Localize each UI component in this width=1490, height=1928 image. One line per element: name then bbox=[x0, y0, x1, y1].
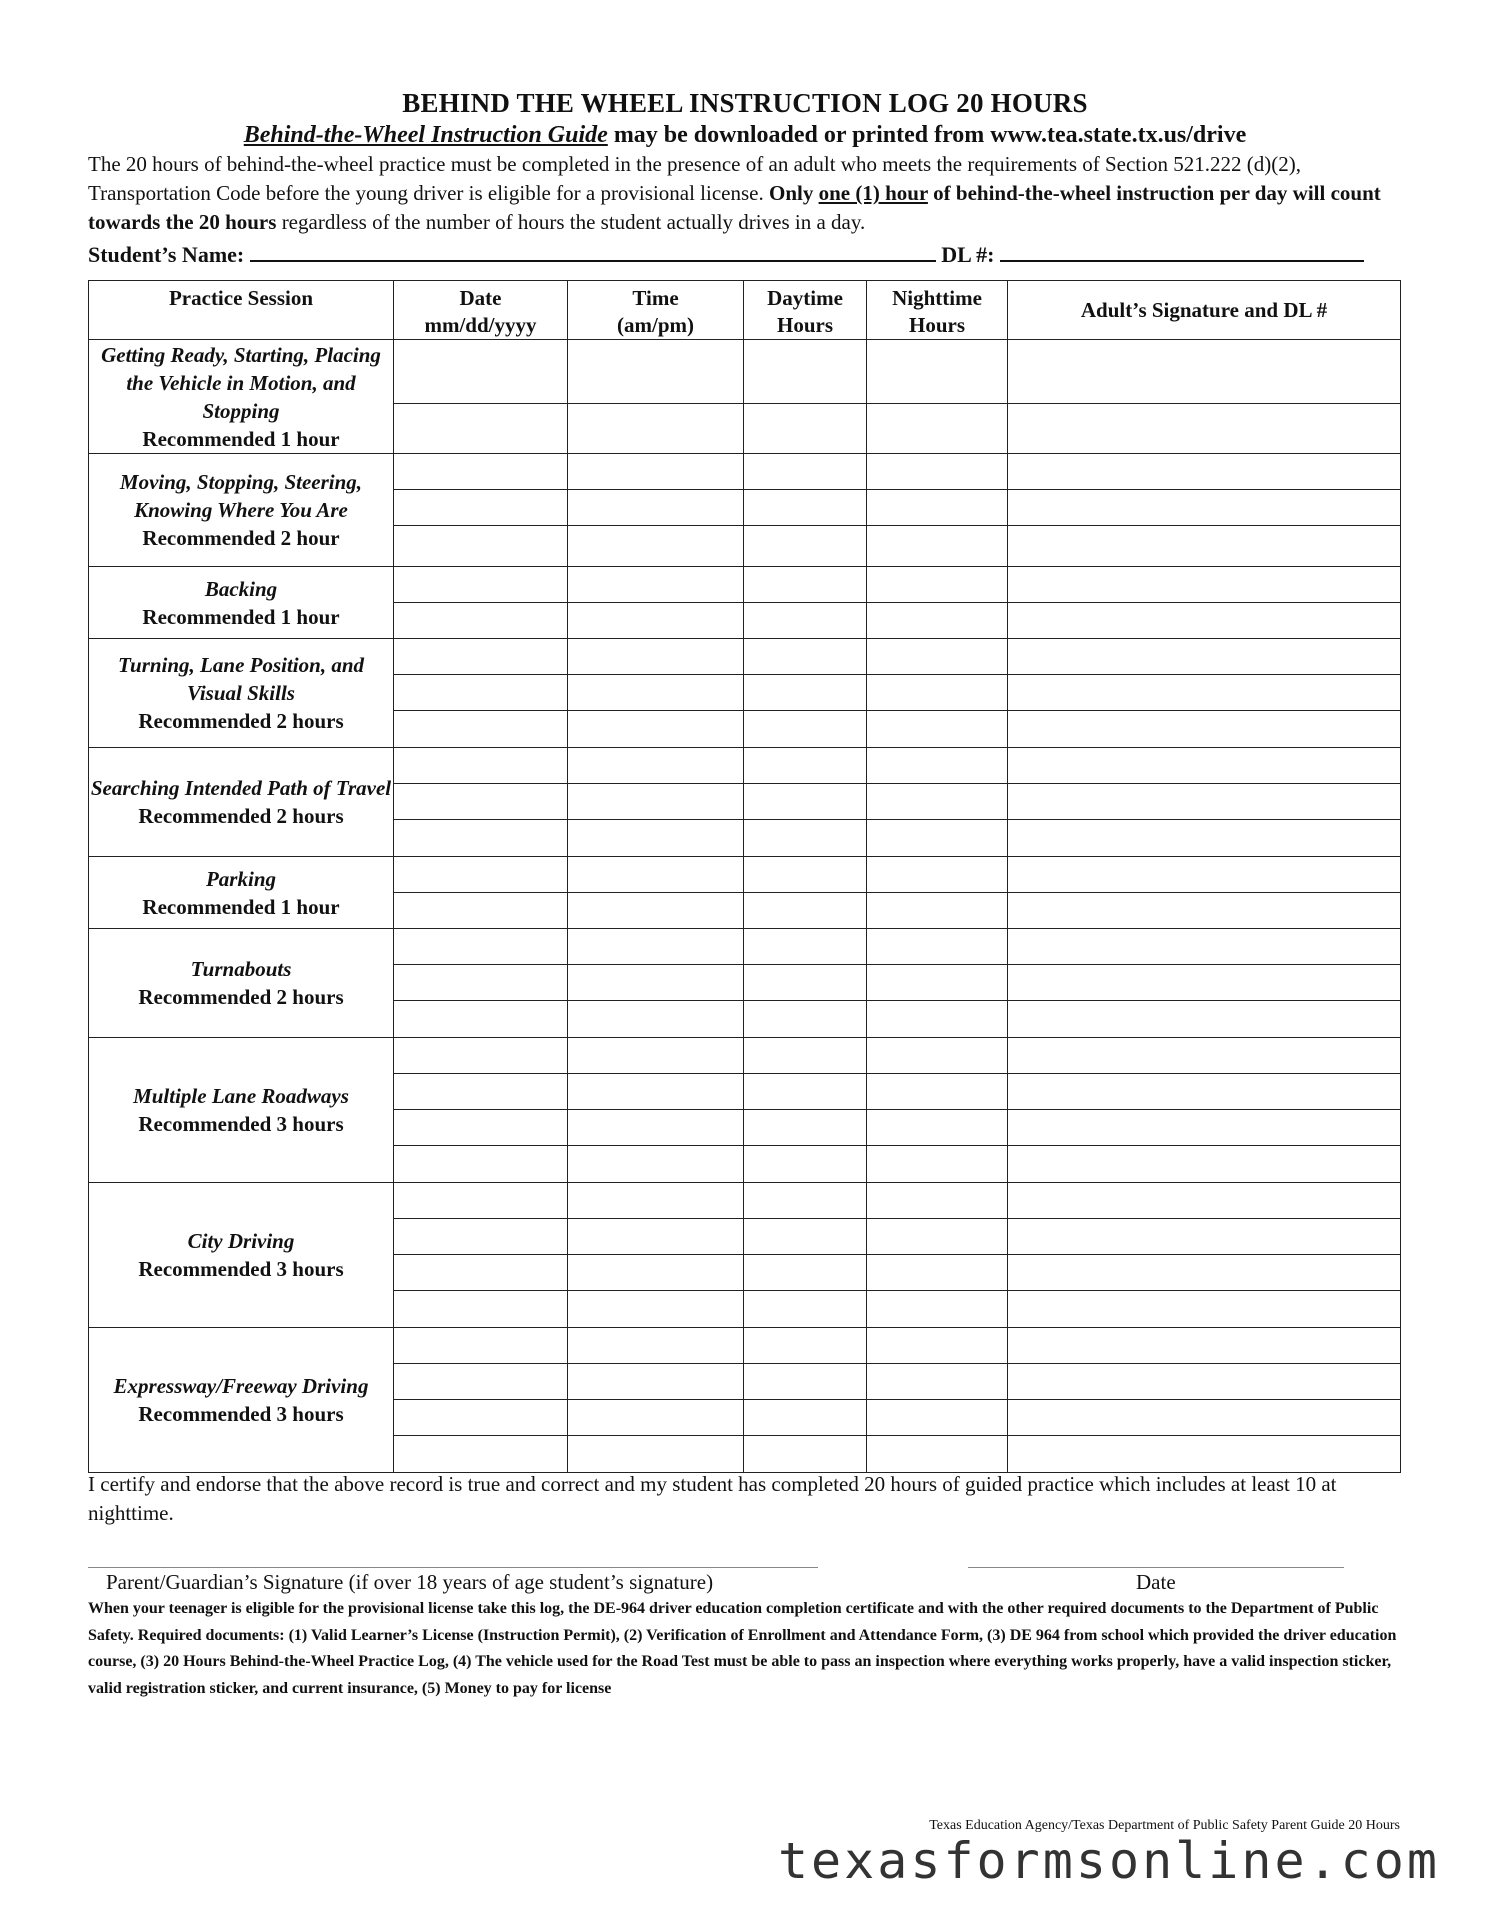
nighttime-hours-cell[interactable] bbox=[867, 1074, 1008, 1110]
nighttime-hours-cell[interactable] bbox=[867, 340, 1008, 404]
date-cell[interactable] bbox=[394, 1436, 568, 1473]
session-name: Searching Intended Path of Travel bbox=[90, 776, 392, 800]
session-name: City Driving bbox=[187, 1229, 295, 1253]
nighttime-hours-cell[interactable] bbox=[867, 1255, 1008, 1291]
adult-signature-cell[interactable] bbox=[1008, 567, 1401, 603]
date-cell[interactable] bbox=[394, 567, 568, 603]
table-header-row bbox=[89, 281, 1401, 340]
daytime-hours-cell[interactable] bbox=[744, 567, 867, 603]
header-time: Time (am/pm) bbox=[568, 281, 744, 340]
adult-signature-cell[interactable] bbox=[1008, 893, 1401, 929]
adult-signature-cell[interactable] bbox=[1008, 675, 1401, 711]
daytime-hours-cell[interactable] bbox=[744, 929, 867, 965]
nighttime-hours-cell[interactable] bbox=[867, 929, 1008, 965]
daytime-hours-cell[interactable] bbox=[744, 490, 867, 526]
practice-session-cell bbox=[89, 1183, 394, 1328]
time-cell[interactable] bbox=[568, 820, 744, 857]
adult-signature-cell[interactable] bbox=[1008, 639, 1401, 675]
session-recommended-hours: Recommended 2 hours bbox=[138, 709, 344, 733]
dl-label: DL #: bbox=[941, 242, 995, 267]
adult-signature-cell[interactable] bbox=[1008, 490, 1401, 526]
time-cell[interactable] bbox=[568, 929, 744, 965]
adult-signature-cell[interactable] bbox=[1008, 929, 1401, 965]
time-cell[interactable] bbox=[568, 454, 744, 490]
nighttime-hours-cell[interactable] bbox=[867, 675, 1008, 711]
time-cell[interactable] bbox=[568, 1110, 744, 1146]
daytime-hours-cell[interactable] bbox=[744, 711, 867, 748]
parent-signature-line[interactable] bbox=[88, 1567, 818, 1568]
daytime-hours-cell[interactable] bbox=[744, 784, 867, 820]
daytime-hours-cell[interactable] bbox=[744, 1074, 867, 1110]
adult-signature-cell[interactable] bbox=[1008, 526, 1401, 567]
nighttime-hours-cell[interactable] bbox=[867, 1400, 1008, 1436]
adult-signature-cell[interactable] bbox=[1008, 820, 1401, 857]
date-cell[interactable] bbox=[394, 603, 568, 639]
session-name: Multiple Lane Roadways bbox=[133, 1084, 349, 1108]
daytime-hours-cell[interactable] bbox=[744, 639, 867, 675]
time-cell[interactable] bbox=[568, 1219, 744, 1255]
adult-signature-cell[interactable] bbox=[1008, 1328, 1401, 1364]
adult-signature-cell[interactable] bbox=[1008, 454, 1401, 490]
time-cell[interactable] bbox=[568, 784, 744, 820]
daytime-hours-cell[interactable] bbox=[744, 404, 867, 454]
session-name: Getting Ready, Starting, Placing the Vehicle in Motion, and Stopping bbox=[101, 342, 381, 423]
table-row bbox=[89, 1328, 1401, 1364]
adult-signature-cell[interactable] bbox=[1008, 1110, 1401, 1146]
table-row bbox=[89, 1038, 1401, 1074]
time-cell[interactable] bbox=[568, 1038, 744, 1074]
date-cell[interactable] bbox=[394, 1001, 568, 1038]
time-cell[interactable] bbox=[568, 1291, 744, 1328]
intro-text: The 20 hours of behind-the-wheel practice must be completed in the presence of an adult who meets the requirements of Section 521.222 (d)(2), Transportation Code before the young driver is eligible for a provisional license. bbox=[88, 152, 1301, 205]
daytime-hours-cell[interactable] bbox=[744, 1328, 867, 1364]
table-row bbox=[89, 1183, 1401, 1219]
practice-session-cell bbox=[89, 857, 394, 929]
time-cell[interactable] bbox=[568, 1146, 744, 1183]
nighttime-hours-cell[interactable] bbox=[867, 1364, 1008, 1400]
date-cell[interactable] bbox=[394, 1400, 568, 1436]
nighttime-hours-cell[interactable] bbox=[867, 639, 1008, 675]
date-cell[interactable] bbox=[394, 1364, 568, 1400]
date-cell[interactable] bbox=[394, 820, 568, 857]
nighttime-hours-cell[interactable] bbox=[867, 1110, 1008, 1146]
nighttime-hours-cell[interactable] bbox=[867, 603, 1008, 639]
adult-signature-cell[interactable] bbox=[1008, 857, 1401, 893]
practice-session-cell bbox=[89, 340, 394, 454]
nighttime-hours-cell[interactable] bbox=[867, 1038, 1008, 1074]
date-cell[interactable] bbox=[394, 490, 568, 526]
form-subtitle bbox=[0, 122, 1490, 149]
time-cell[interactable] bbox=[568, 748, 744, 784]
daytime-hours-cell[interactable] bbox=[744, 1255, 867, 1291]
table-row bbox=[89, 748, 1401, 784]
nighttime-hours-cell[interactable] bbox=[867, 526, 1008, 567]
time-cell[interactable] bbox=[568, 603, 744, 639]
intro-one-hour: one (1) hour bbox=[818, 181, 928, 205]
form-title: BEHIND THE WHEEL INSTRUCTION LOG 20 HOURS bbox=[402, 88, 1088, 118]
daytime-hours-cell[interactable] bbox=[744, 1183, 867, 1219]
nighttime-hours-cell[interactable] bbox=[867, 820, 1008, 857]
time-cell[interactable] bbox=[568, 675, 744, 711]
adult-signature-cell[interactable] bbox=[1008, 1146, 1401, 1183]
adult-signature-cell[interactable] bbox=[1008, 748, 1401, 784]
session-recommended-hours: Recommended 2 hours bbox=[138, 985, 344, 1009]
intro-bold-rule: of behind-the-wheel instruction per day will count towards the 20 hours bbox=[88, 181, 1381, 234]
time-cell[interactable] bbox=[568, 639, 744, 675]
nighttime-hours-cell[interactable] bbox=[867, 748, 1008, 784]
student-info-row bbox=[88, 240, 1364, 268]
time-cell[interactable] bbox=[568, 526, 744, 567]
session-name: Turning, Lane Position, and Visual Skills bbox=[117, 653, 365, 705]
date-cell[interactable] bbox=[394, 748, 568, 784]
time-cell[interactable] bbox=[568, 857, 744, 893]
session-name: Backing bbox=[204, 576, 278, 601]
time-cell[interactable] bbox=[568, 1400, 744, 1436]
session-recommended-hours: Recommended 1 hour bbox=[142, 604, 340, 629]
adult-signature-cell[interactable] bbox=[1008, 965, 1401, 1001]
session-recommended-hours: Recommended 3 hours bbox=[138, 1257, 344, 1281]
intro-text-end: regardless of the number of hours the student actually drives in a day. bbox=[276, 210, 866, 234]
nighttime-hours-cell[interactable] bbox=[867, 1436, 1008, 1473]
daytime-hours-cell[interactable] bbox=[744, 893, 867, 929]
time-cell[interactable] bbox=[568, 490, 744, 526]
daytime-hours-cell[interactable] bbox=[744, 1219, 867, 1255]
daytime-hours-cell[interactable] bbox=[744, 1364, 867, 1400]
parent-signature-label: Parent/Guardian’s Signature (if over 18 years of age student’s signature) bbox=[106, 1570, 714, 1594]
daytime-hours-cell[interactable] bbox=[744, 965, 867, 1001]
time-cell[interactable] bbox=[568, 567, 744, 603]
practice-session-cell bbox=[89, 454, 394, 567]
nighttime-hours-cell[interactable] bbox=[867, 490, 1008, 526]
daytime-hours-cell[interactable] bbox=[744, 603, 867, 639]
header-practice-session: Practice Session bbox=[89, 281, 394, 340]
date-cell[interactable] bbox=[394, 404, 568, 454]
date-cell[interactable] bbox=[394, 454, 568, 490]
nighttime-hours-cell[interactable] bbox=[867, 893, 1008, 929]
adult-signature-cell[interactable] bbox=[1008, 1183, 1401, 1219]
header-daytime-hours: Daytime Hours bbox=[744, 281, 867, 340]
time-cell[interactable] bbox=[568, 1074, 744, 1110]
session-name: Moving, Stopping, Steering, Knowing Where You Are bbox=[119, 470, 363, 522]
daytime-hours-cell[interactable] bbox=[744, 748, 867, 784]
required-documents-note: When your teenager is eligible for the provisional license take this log, the DE-964 driver education completion certificate and with the other required documents to the Department of Public Safety. Required documents: (1) Valid Learner’s License (Instruction Permit), (2) Verification of Enrollment and Attendance Form, (3) DE 964 from school which provided the driver education course, (3) 20 Hours Behind-the-Wheel Practice Log, (4) The vehicle used for the Road Test must be able to pass an inspection where everything works properly, have a valid inspection sticker, valid registration sticker, and current insurance, (5) Money to pay for license bbox=[88, 1600, 1397, 1697]
daytime-hours-cell[interactable] bbox=[744, 454, 867, 490]
date-cell[interactable] bbox=[394, 784, 568, 820]
student-name-field[interactable] bbox=[250, 240, 936, 262]
date-label: Date bbox=[1136, 1570, 1176, 1594]
daytime-hours-cell[interactable] bbox=[744, 1291, 867, 1328]
nighttime-hours-cell[interactable] bbox=[867, 857, 1008, 893]
date-cell[interactable] bbox=[394, 639, 568, 675]
session-recommended-hours: Recommended 1 hour bbox=[142, 894, 340, 919]
session-recommended-hours: Recommended 3 hours bbox=[138, 1112, 344, 1136]
site-watermark: texasformsonline.com bbox=[777, 1832, 1440, 1890]
adult-signature-cell[interactable] bbox=[1008, 784, 1401, 820]
student-name-label: Student’s Name: bbox=[88, 242, 245, 267]
adult-signature-cell[interactable] bbox=[1008, 603, 1401, 639]
practice-log-table bbox=[88, 280, 1401, 1473]
session-name: Expressway/Freeway Driving bbox=[113, 1374, 369, 1398]
practice-session-cell bbox=[89, 748, 394, 857]
adult-signature-cell[interactable] bbox=[1008, 404, 1401, 454]
practice-session-cell bbox=[89, 639, 394, 748]
date-cell[interactable] bbox=[394, 893, 568, 929]
practice-session-cell bbox=[89, 929, 394, 1038]
practice-session-cell bbox=[89, 567, 394, 639]
guide-rest-text: may be downloaded or printed from www.tea.state.tx.us/drive bbox=[607, 122, 1247, 148]
daytime-hours-cell[interactable] bbox=[744, 1038, 867, 1074]
nighttime-hours-cell[interactable] bbox=[867, 404, 1008, 454]
daytime-hours-cell[interactable] bbox=[744, 820, 867, 857]
adult-signature-cell[interactable] bbox=[1008, 1291, 1401, 1328]
practice-session-cell bbox=[89, 1328, 394, 1473]
certification-statement: I certify and endorse that the above record is true and correct and my student has completed 20 hours of guided practice which includes at least 10 at nighttime. bbox=[88, 1472, 1337, 1525]
daytime-hours-cell[interactable] bbox=[744, 1146, 867, 1183]
header-date: Date mm/dd/yyyy bbox=[394, 281, 568, 340]
daytime-hours-cell[interactable] bbox=[744, 1001, 867, 1038]
daytime-hours-cell[interactable] bbox=[744, 857, 867, 893]
adult-signature-cell[interactable] bbox=[1008, 1436, 1401, 1473]
session-recommended-hours: Recommended 1 hour bbox=[142, 426, 340, 451]
date-cell[interactable] bbox=[394, 1074, 568, 1110]
nighttime-hours-cell[interactable] bbox=[867, 1001, 1008, 1038]
date-cell[interactable] bbox=[394, 1110, 568, 1146]
date-cell[interactable] bbox=[394, 1183, 568, 1219]
date-cell[interactable] bbox=[394, 675, 568, 711]
table-row bbox=[89, 454, 1401, 490]
nighttime-hours-cell[interactable] bbox=[867, 1328, 1008, 1364]
table-row bbox=[89, 639, 1401, 675]
time-cell[interactable] bbox=[568, 1001, 744, 1038]
adult-signature-cell[interactable] bbox=[1008, 1001, 1401, 1038]
adult-signature-cell[interactable] bbox=[1008, 711, 1401, 748]
date-cell[interactable] bbox=[394, 965, 568, 1001]
daytime-hours-cell[interactable] bbox=[744, 675, 867, 711]
nighttime-hours-cell[interactable] bbox=[867, 1183, 1008, 1219]
date-cell[interactable] bbox=[394, 1219, 568, 1255]
adult-signature-cell[interactable] bbox=[1008, 1400, 1401, 1436]
adult-signature-cell[interactable] bbox=[1008, 1255, 1401, 1291]
date-signature-line[interactable] bbox=[968, 1567, 1344, 1568]
date-cell[interactable] bbox=[394, 1038, 568, 1074]
session-name: Turnabouts bbox=[190, 957, 292, 981]
guide-link[interactable]: Behind-the-Wheel Instruction Guide bbox=[243, 122, 608, 148]
intro-bold-only: Only bbox=[768, 181, 819, 205]
nighttime-hours-cell[interactable] bbox=[867, 1219, 1008, 1255]
daytime-hours-cell[interactable] bbox=[744, 1436, 867, 1473]
adult-signature-cell[interactable] bbox=[1008, 340, 1401, 404]
time-cell[interactable] bbox=[568, 965, 744, 1001]
session-recommended-hours: Recommended 2 hours bbox=[138, 804, 344, 828]
nighttime-hours-cell[interactable] bbox=[867, 1291, 1008, 1328]
adult-signature-cell[interactable] bbox=[1008, 1364, 1401, 1400]
table-row bbox=[89, 567, 1401, 603]
adult-signature-cell[interactable] bbox=[1008, 1219, 1401, 1255]
session-recommended-hours: Recommended 2 hour bbox=[142, 526, 340, 550]
intro-paragraph bbox=[88, 150, 1408, 237]
session-name: Parking bbox=[205, 866, 276, 891]
session-recommended-hours: Recommended 3 hours bbox=[138, 1402, 344, 1426]
time-cell[interactable] bbox=[568, 340, 744, 404]
date-cell[interactable] bbox=[394, 526, 568, 567]
table-row bbox=[89, 929, 1401, 965]
date-cell[interactable] bbox=[394, 711, 568, 748]
time-cell[interactable] bbox=[568, 1364, 744, 1400]
date-cell[interactable] bbox=[394, 1328, 568, 1364]
table-row bbox=[89, 340, 1401, 404]
time-cell[interactable] bbox=[568, 893, 744, 929]
nighttime-hours-cell[interactable] bbox=[867, 965, 1008, 1001]
dl-number-field[interactable] bbox=[1000, 240, 1364, 262]
date-cell[interactable] bbox=[394, 340, 568, 404]
time-cell[interactable] bbox=[568, 1328, 744, 1364]
nighttime-hours-cell[interactable] bbox=[867, 567, 1008, 603]
header-nighttime-hours: Nighttime Hours bbox=[867, 281, 1008, 340]
time-cell[interactable] bbox=[568, 1255, 744, 1291]
date-cell[interactable] bbox=[394, 1255, 568, 1291]
agency-footer: Texas Education Agency/Texas Department of Public Safety Parent Guide 20 Hours bbox=[929, 1818, 1400, 1833]
date-cell[interactable] bbox=[394, 857, 568, 893]
daytime-hours-cell[interactable] bbox=[744, 340, 867, 404]
date-cell[interactable] bbox=[394, 1146, 568, 1183]
adult-signature-cell[interactable] bbox=[1008, 1038, 1401, 1074]
daytime-hours-cell[interactable] bbox=[744, 1110, 867, 1146]
date-cell[interactable] bbox=[394, 1291, 568, 1328]
header-adult-signature: Adult’s Signature and DL # bbox=[1008, 281, 1401, 340]
nighttime-hours-cell[interactable] bbox=[867, 454, 1008, 490]
date-cell[interactable] bbox=[394, 929, 568, 965]
nighttime-hours-cell[interactable] bbox=[867, 784, 1008, 820]
time-cell[interactable] bbox=[568, 1436, 744, 1473]
table-row bbox=[89, 857, 1401, 893]
adult-signature-cell[interactable] bbox=[1008, 1074, 1401, 1110]
nighttime-hours-cell[interactable] bbox=[867, 1146, 1008, 1183]
nighttime-hours-cell[interactable] bbox=[867, 711, 1008, 748]
time-cell[interactable] bbox=[568, 1183, 744, 1219]
practice-session-cell bbox=[89, 1038, 394, 1183]
time-cell[interactable] bbox=[568, 404, 744, 454]
daytime-hours-cell[interactable] bbox=[744, 1400, 867, 1436]
time-cell[interactable] bbox=[568, 711, 744, 748]
daytime-hours-cell[interactable] bbox=[744, 526, 867, 567]
